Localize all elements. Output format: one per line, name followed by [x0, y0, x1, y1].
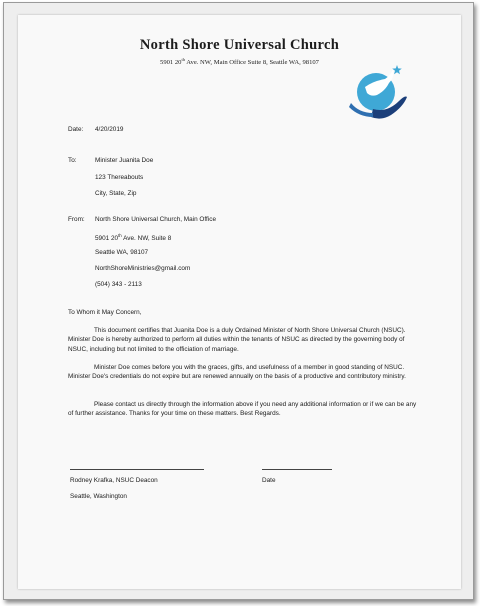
signature-date-label: Date [262, 477, 276, 484]
logo-star [392, 65, 402, 74]
address-rest: Ave. NW, Main Office Suite 8, Seattle WA, 98107 [184, 59, 319, 67]
date-signature-line [262, 469, 332, 470]
from-phone: (504) 343 - 2113 [95, 281, 142, 288]
from-number: 5901 20 [95, 235, 119, 243]
from-line [95, 233, 171, 242]
signer-location: Seattle, Washington [70, 493, 127, 500]
from-suffix: th [118, 233, 122, 238]
from-rest: Ave. NW, Suite 8 [121, 235, 172, 243]
signer-name: Rodney Krafka, NSUC Deacon [70, 477, 158, 484]
body-paragraph: This document certifies that Juanita Doe is a duly Ordained Minister of North Shore Universal Church (NSUC). Minister Doe is hereby authorized to perform all duties within the tenants of NSUC as directed by the governing body of NSUC, including but not limited to the officiation of marriage. [68, 327, 406, 353]
from-line: Seattle WA, 98107 [95, 249, 149, 256]
to-label: To: [68, 157, 77, 164]
signature-line [70, 469, 204, 470]
date-value: 4/20/2019 [95, 126, 124, 133]
from-email: NorthShoreMinistries@gmail.com [95, 265, 191, 272]
dove-hands-logo-icon [345, 63, 409, 121]
body-paragraph: Minister Doe comes before you with the graces, gifts, and usefulness of a member in good standing of NSUC. Minister Doe's credentials do not expire but are renewed annually on the basis of a productive and contributory ministry. [68, 364, 406, 381]
to-line: Minister Juanita Doe [95, 157, 154, 164]
to-line: City, State, Zip [95, 190, 137, 197]
to-line: 123 Thereabouts [95, 174, 144, 181]
date-label: Date: [68, 126, 84, 133]
church-name: North Shore Universal Church [139, 37, 340, 53]
letter-page [18, 15, 461, 589]
address-suffix: th [181, 57, 185, 62]
from-line: North Shore Universal Church, Main Office [95, 216, 216, 223]
document-frame [3, 2, 474, 600]
body-paragraph: Please contact us directly through the information above if you need any additional information or if we can be any of further assistance. Thanks for your time on these matters. Best Regards. [68, 401, 417, 418]
salutation: To Whom it May Concern, [68, 309, 142, 316]
from-label: From: [68, 216, 85, 223]
address-number: 5901 20 [160, 59, 182, 67]
